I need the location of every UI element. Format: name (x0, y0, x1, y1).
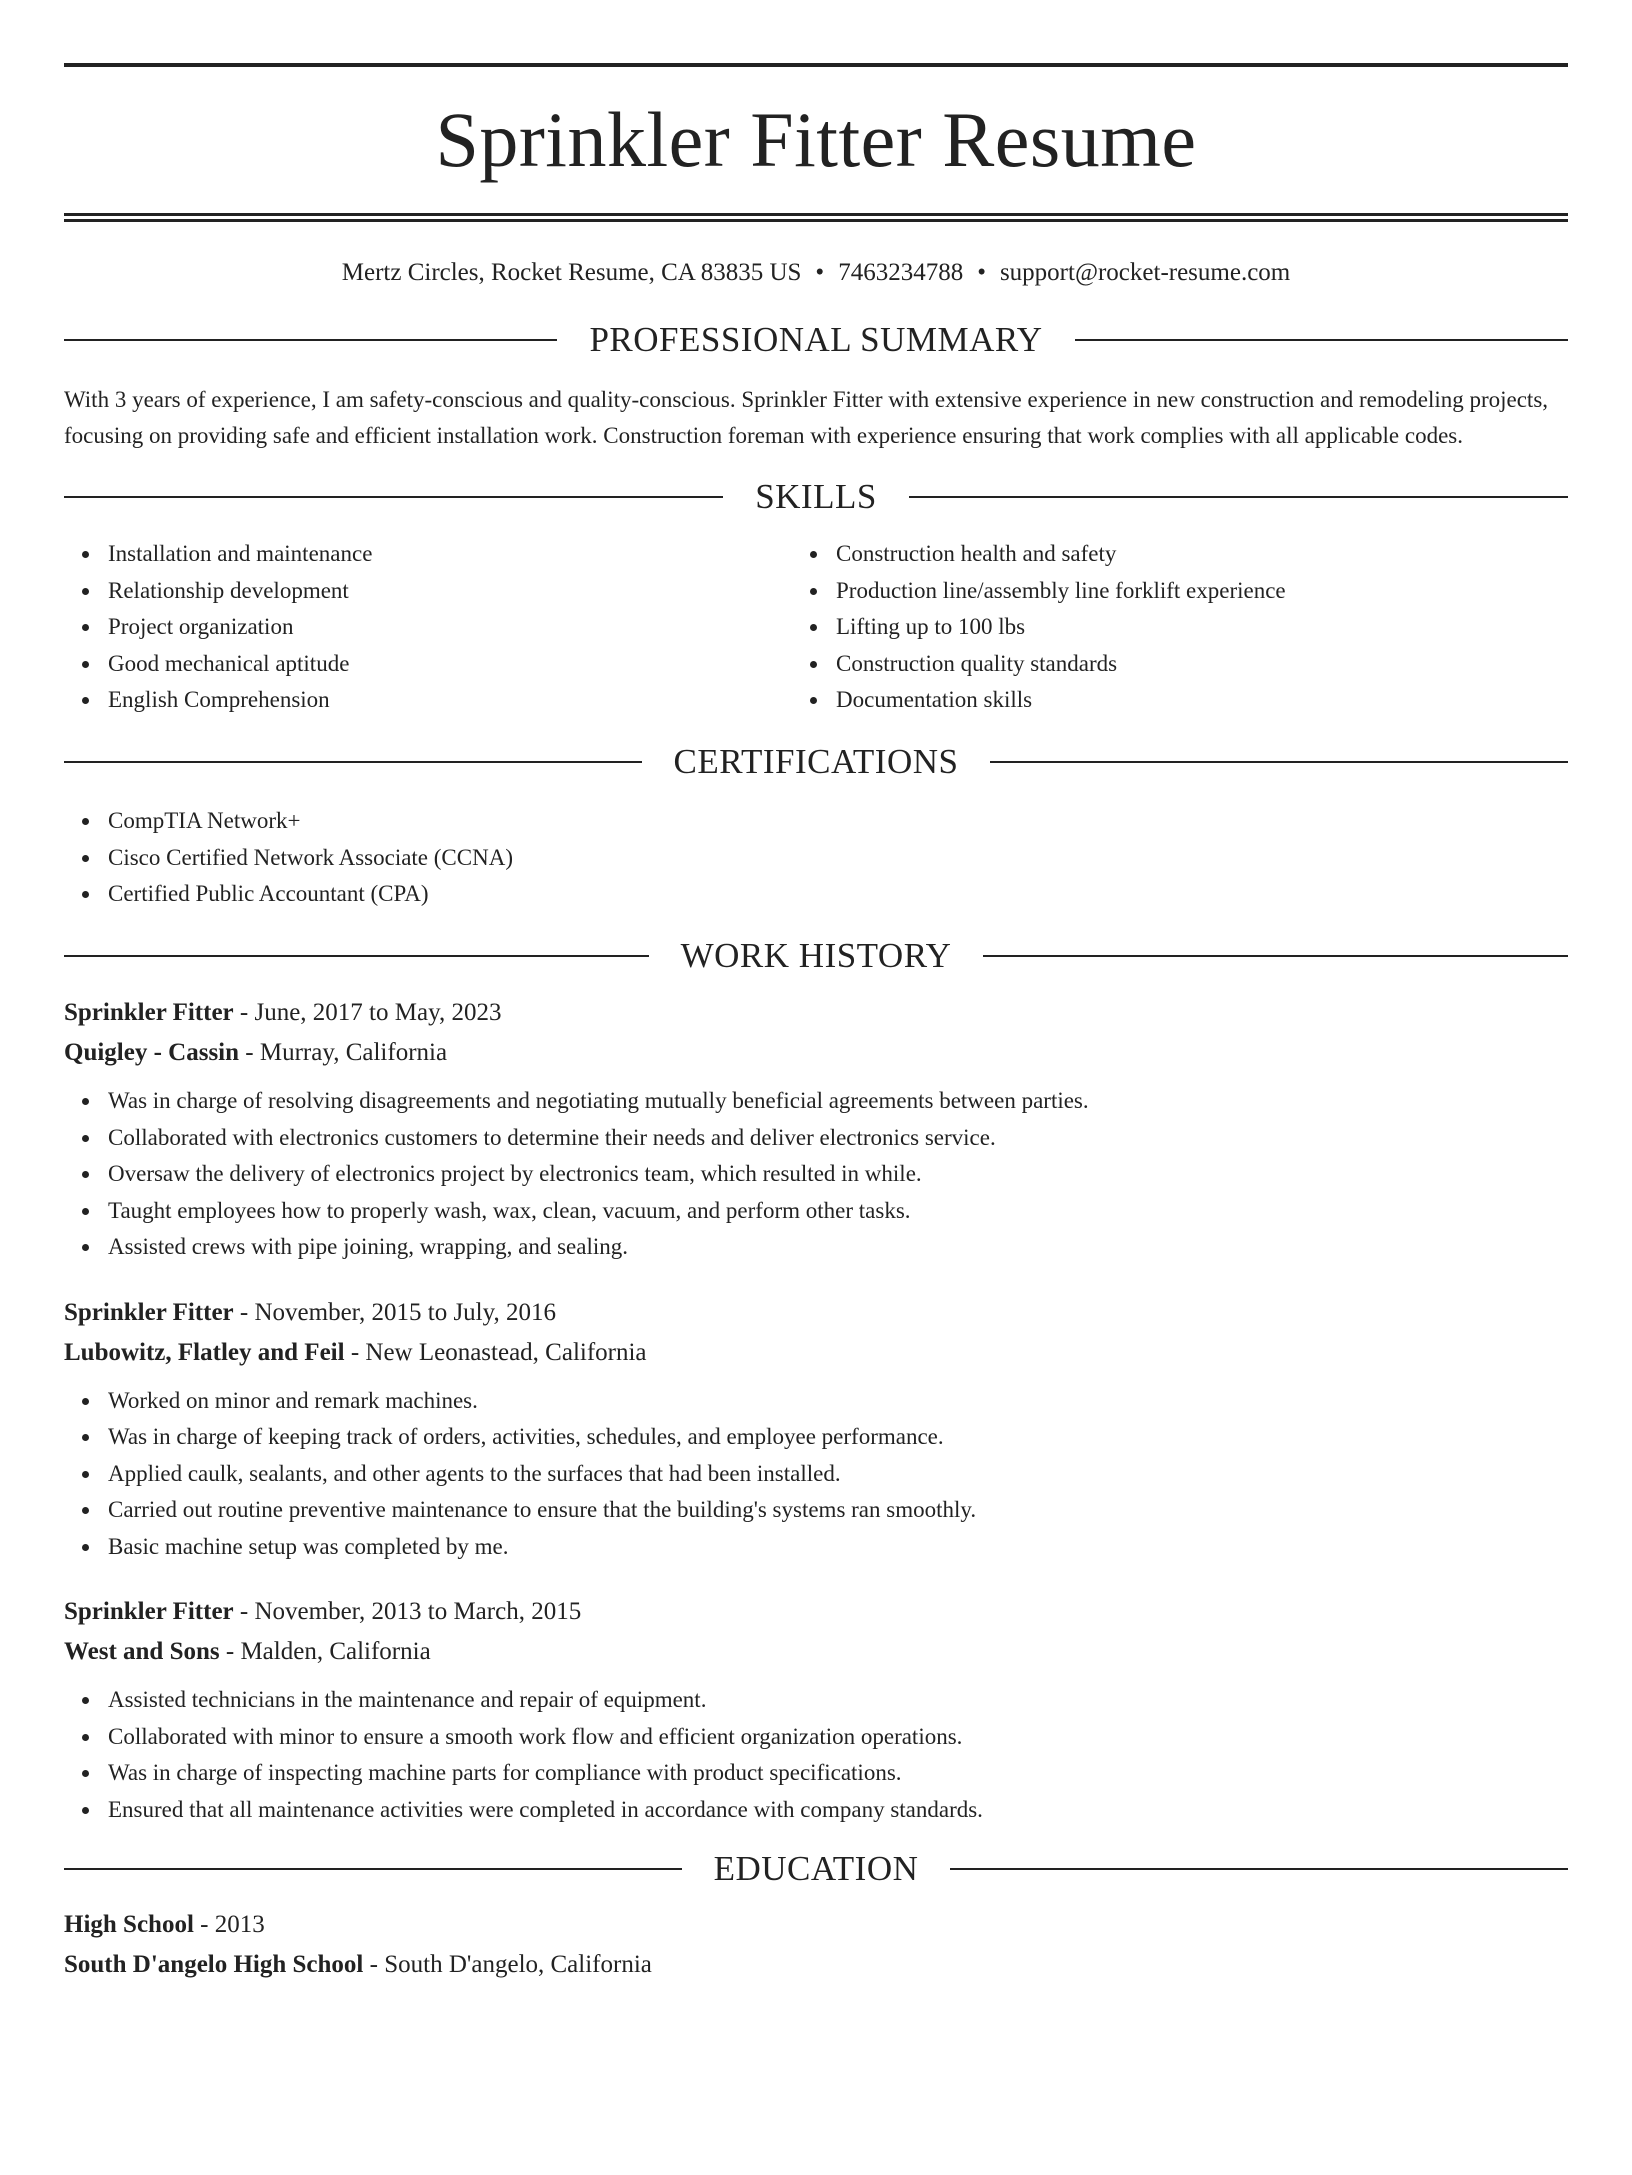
skills-list (64, 536, 1568, 719)
heading-rule-right (990, 761, 1568, 763)
skills-column-left (64, 536, 816, 719)
education-school: South D'angelo High School (64, 1950, 364, 1978)
section-heading-label: WORK HISTORY (680, 935, 952, 975)
contact-line (64, 258, 1568, 288)
job-title-line (64, 1293, 1568, 1333)
job-duty: Carried out routine preventive maintenance to ensure that the building's systems ran smoothly. (108, 1492, 1568, 1529)
job-company-line (64, 1632, 1568, 1672)
heading-rule-right (950, 1868, 1568, 1870)
skill-item: English Comprehension (108, 682, 816, 719)
job-location: - New Leonastead, California (344, 1338, 647, 1366)
skill-item: Construction quality standards (836, 646, 1568, 683)
education-school-line (64, 1945, 1568, 1985)
job-entry (64, 1592, 1568, 1828)
job-duty: Collaborated with electronics customers to determine their needs and deliver electronics service. (108, 1120, 1568, 1157)
job-title-line (64, 1592, 1568, 1632)
skill-item: Documentation skills (836, 682, 1568, 719)
skill-item: Lifting up to 100 lbs (836, 609, 1568, 646)
job-title: Sprinkler Fitter (64, 999, 234, 1026)
contact-separator: • (815, 259, 825, 286)
title-double-rule (64, 213, 1568, 222)
job-company-line (64, 1033, 1568, 1073)
job-company: Quigley - Cassin (64, 1039, 240, 1066)
section-heading-skills (64, 478, 1568, 517)
job-entry (64, 993, 1568, 1266)
job-entry (64, 1293, 1568, 1566)
contact-phone: 7463234788 (838, 259, 964, 286)
skill-item: Production line/assembly line forklift experience (836, 573, 1568, 610)
job-duty: Assisted technicians in the maintenance and repair of equipment. (108, 1682, 1568, 1719)
top-rule (64, 63, 1568, 67)
job-location: - Murray, California (239, 1039, 448, 1066)
job-duty: Collaborated with minor to ensure a smooth work flow and efficient organization operations. (108, 1719, 1568, 1756)
section-heading-education (64, 1850, 1568, 1889)
section-heading-certifications (64, 743, 1568, 782)
education-location: - South D'angelo, California (363, 1950, 652, 1978)
job-company-line (64, 1333, 1568, 1373)
education-year: - 2013 (193, 1910, 265, 1938)
certification-item: CompTIA Network+ (108, 803, 1568, 840)
job-company: Lubowitz, Flatley and Feil (64, 1338, 345, 1366)
heading-rule-right (1075, 339, 1568, 341)
skill-item: Construction health and safety (836, 536, 1568, 573)
skills-column-right (816, 536, 1568, 719)
skill-item: Project organization (108, 609, 816, 646)
job-title-line (64, 993, 1568, 1033)
resume-page (0, 63, 1632, 2175)
heading-rule-left (64, 1868, 682, 1870)
job-duties-list (64, 1383, 1568, 1566)
contact-email: support@rocket-resume.com (999, 259, 1291, 286)
job-duty: Oversaw the delivery of electronics project by electronics team, which resulted in while. (108, 1156, 1568, 1193)
contact-address: Mertz Circles, Rocket Resume, CA 83835 US (341, 259, 802, 286)
job-duty: Ensured that all maintenance activities were completed in accordance with company standards. (108, 1792, 1568, 1829)
section-heading-label: CERTIFICATIONS (673, 741, 959, 781)
heading-rule-left (64, 955, 649, 957)
summary-text: With 3 years of experience, I am safety-conscious and quality-conscious. Sprinkler Fitter with extensive experience in new construction and remodeling projects, focusing on providing safe and efficient installation work. Construction foreman with experience ensuring that work complies with all applicable codes. (64, 386, 1549, 448)
section-heading-summary (64, 321, 1568, 360)
job-duty: Was in charge of inspecting machine parts for compliance with product specifications. (108, 1755, 1568, 1792)
section-heading-label: EDUCATION (713, 1849, 919, 1888)
section-heading-label: SKILLS (755, 476, 877, 516)
job-title: Sprinkler Fitter (64, 1298, 234, 1326)
job-location: - Malden, California (219, 1638, 431, 1665)
job-duty: Applied caulk, sealants, and other agents to the surfaces that had been installed. (108, 1456, 1568, 1493)
heading-rule-left (64, 496, 723, 498)
job-duty: Worked on minor and remark machines. (108, 1383, 1568, 1420)
job-duties-list (64, 1083, 1568, 1266)
certifications-list (64, 803, 1568, 913)
job-duty: Taught employees how to properly wash, wax, clean, vacuum, and perform other tasks. (108, 1193, 1568, 1230)
section-heading-label: PROFESSIONAL SUMMARY (589, 320, 1043, 359)
education-degree-line (64, 1905, 1568, 1945)
resume-title: Sprinkler Fitter Resume (435, 96, 1197, 183)
job-duty: Was in charge of resolving disagreements and negotiating mutually beneficial agreements between parties. (108, 1083, 1568, 1120)
education-degree: High School (64, 1910, 194, 1938)
certification-item: Cisco Certified Network Associate (CCNA) (108, 840, 1568, 877)
contact-separator: • (977, 259, 986, 286)
certification-item: Certified Public Accountant (CPA) (108, 876, 1568, 913)
job-duties-list (64, 1682, 1568, 1828)
heading-rule-right (909, 496, 1568, 498)
job-company: West and Sons (64, 1638, 220, 1665)
skill-item: Good mechanical aptitude (108, 646, 816, 683)
heading-rule-left (64, 761, 642, 763)
job-title: Sprinkler Fitter (64, 1598, 234, 1625)
job-duty: Assisted crews with pipe joining, wrapping, and sealing. (108, 1229, 1568, 1266)
job-duty: Was in charge of keeping track of orders, activities, schedules, and employee performance. (108, 1419, 1568, 1456)
job-dates: - November, 2013 to March, 2015 (233, 1598, 582, 1625)
job-dates: - November, 2015 to July, 2016 (233, 1298, 556, 1326)
section-heading-work-history (64, 937, 1568, 976)
job-dates: - June, 2017 to May, 2023 (233, 999, 502, 1026)
education-entry (64, 1905, 1568, 1985)
heading-rule-right (983, 955, 1568, 957)
heading-rule-left (64, 339, 557, 341)
skill-item: Relationship development (108, 573, 816, 610)
job-duty: Basic machine setup was completed by me. (108, 1529, 1568, 1566)
skill-item: Installation and maintenance (108, 536, 816, 573)
